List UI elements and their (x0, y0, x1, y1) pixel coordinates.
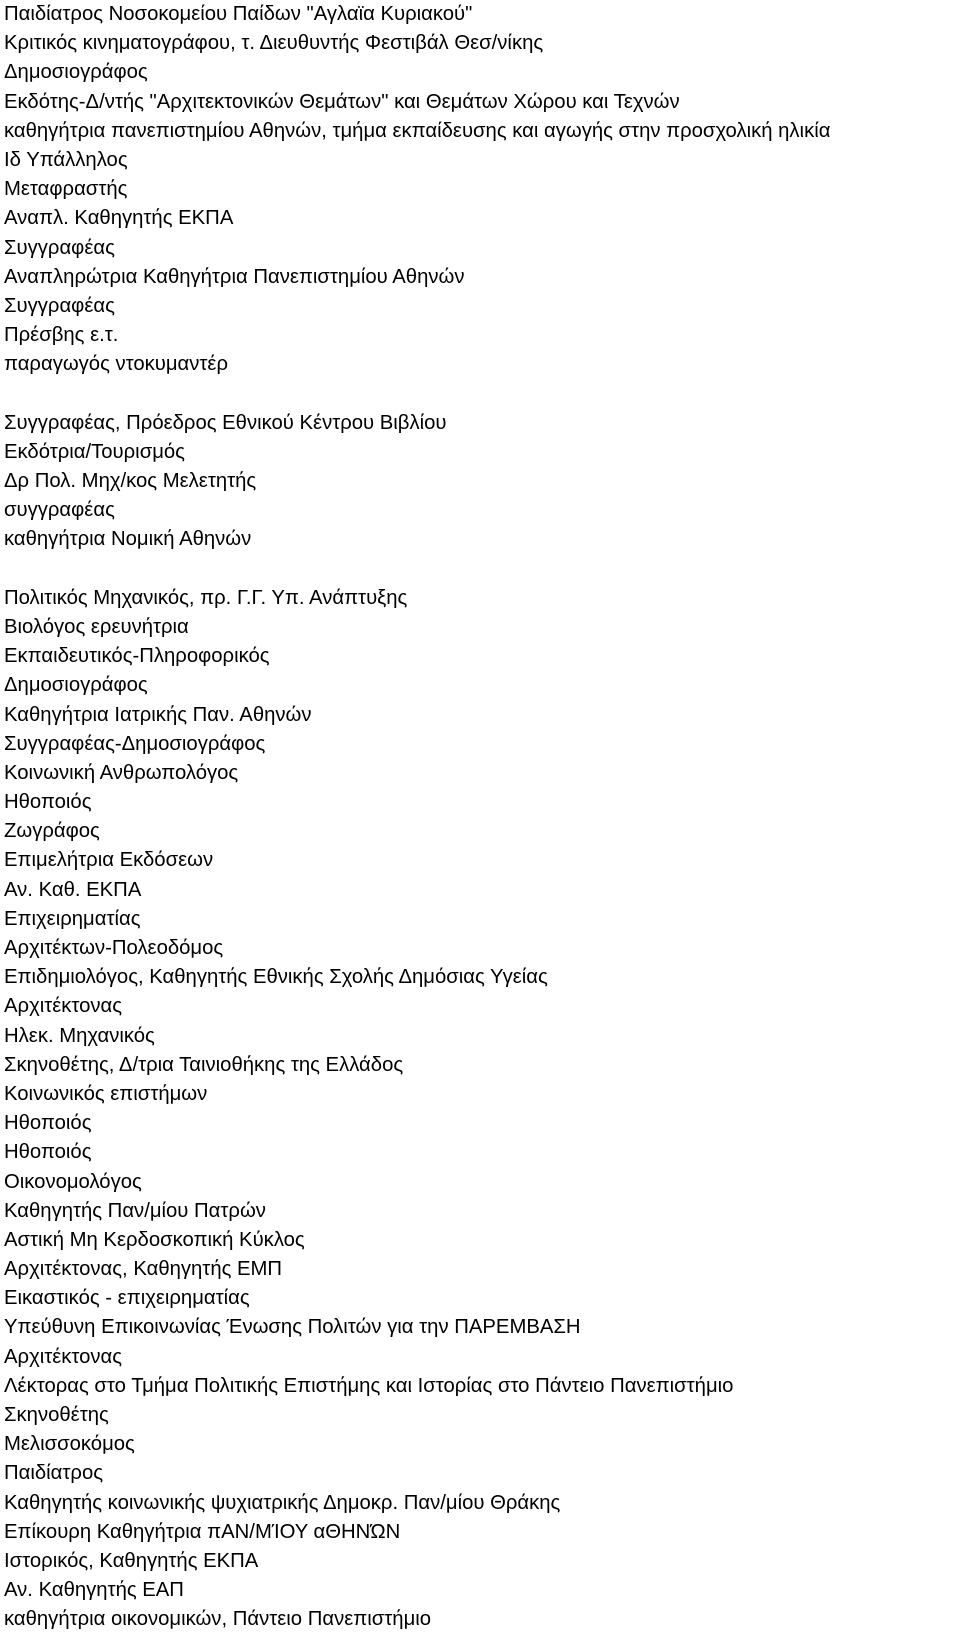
list-item: Εκδότης-Δ/ντής "Αρχιτεκτονικών Θεμάτων" και Θεμάτων Χώρου και Τεχνών (4, 90, 680, 113)
list-item: Αρχιτέκτων-Πολεοδόμος (4, 937, 224, 959)
list-item: Βιολόγος ερευνήτρια (4, 615, 189, 638)
list-item: Αρχιτέκτονας, Καθηγητής ΕΜΠ (4, 1258, 283, 1281)
list-item: Ιστορικός, Καθηγητής ΕΚΠΑ (4, 1549, 259, 1572)
list-item: Παιδίατρος Νοσοκομείου Παίδων "Αγλαϊα Κυριακού" (4, 3, 473, 25)
list-item: Ηθοποιός (4, 1141, 92, 1164)
list-item: Κοινωνικός επιστήμων (4, 1082, 208, 1105)
list-item: Αρχιτέκτονας (4, 995, 123, 1018)
list-item: Καθηγήτρια Ιατρικής Παν. Αθηνών (4, 703, 312, 726)
list-item: Αστική Μη Κερδοσκοπική Κύκλος (4, 1228, 305, 1251)
list-item: Συγγραφέας-Δημοσιογράφος (4, 732, 266, 755)
list-item: Κοινωνική Ανθρωπολόγος (4, 761, 239, 784)
list-item: Δημοσιογράφος (4, 61, 148, 84)
list-item: Ιδ Υπάλληλος (4, 148, 128, 171)
list-item: συγγραφέας (4, 499, 115, 522)
list-item: Επιχειρηματίας (4, 907, 141, 930)
list-item: Κριτικός κινηματογράφου, τ. Διευθυντής Φεστιβάλ Θεσ/νίκης (4, 32, 544, 55)
list-item: Καθηγητής Παν/μίου Πατρών (4, 1199, 266, 1222)
list-item: Μεταφραστής (4, 178, 128, 201)
list-item: Συγγραφέας, Πρόεδρος Εθνικού Κέντρου Βιβλίου (4, 411, 447, 434)
list-item: Αναπληρώτρια Καθηγήτρια Πανεπιστημίου Αθηνών (4, 265, 465, 288)
list-item: Δημοσιογράφος (4, 674, 148, 697)
profession-list (4, 0, 954, 1635)
list-item (4, 379, 954, 408)
list-item: Ζωγράφος (4, 820, 100, 843)
list-item: καθηγήτρια Νομική Αθηνών (4, 528, 252, 551)
list-item: Πρέσβης ε.τ. (4, 324, 119, 347)
list-item: Αναπλ. Καθηγητής ΕΚΠΑ (4, 207, 234, 230)
list-item: Αρχιτέκτονας (4, 1345, 123, 1368)
list-item: καθηγήτρια πανεπιστημίου Αθηνών, τμήμα εκπαίδευσης και αγωγής στην προσχολική ηλικία (4, 119, 831, 142)
list-item: Επιμελήτρια Εκδόσεων (4, 849, 214, 872)
list-item: Συγγραφέας (4, 236, 115, 259)
list-item: Ηλεκ. Μηχανικός (4, 1024, 155, 1047)
list-item: Καθηγητής κοινωνικής ψυχιατρικής Δημοκρ. Παν/μίου Θράκης (4, 1491, 561, 1514)
list-item: Αν. Καθηγητής ΕΑΠ (4, 1579, 184, 1602)
list-item: Οικονομολόγος (4, 1170, 142, 1193)
list-item: Συγγραφέας (4, 294, 115, 317)
list-item: Επίκουρη Καθηγήτρια πΑΝ/ΜΊΟΥ αΘΗΝΏΝ (4, 1520, 401, 1543)
list-item: Μελισσοκόμος (4, 1433, 135, 1456)
list-item: Ηθοποιός (4, 1112, 92, 1135)
list-item: Υπεύθυνη Επικοινωνίας Ένωσης Πολιτών για την ΠΑΡΕΜΒΑΣΗ (4, 1316, 581, 1339)
list-item: Λέκτορας στο Τμήμα Πολιτικής Επιστήμης και Ιστορίας στο Πάντειο Πανεπιστήμιο (4, 1374, 734, 1397)
list-item: Παιδίατρος (4, 1462, 103, 1485)
list-item: παραγωγός ντοκυμαντέρ (4, 353, 229, 376)
list-item: Δρ Πολ. Μηχ/κος Μελετητής (4, 470, 257, 492)
list-item: Επιδημιολόγος, Καθηγητής Εθνικής Σχολής Δημόσιας Υγείας (4, 966, 548, 989)
list-item: Σκηνοθέτης (4, 1404, 109, 1426)
list-item: Ηθοποιός (4, 791, 92, 814)
list-item: Σκηνοθέτης, Δ/τρια Ταινιοθήκης της Ελλάδος (4, 1053, 404, 1076)
list-item (4, 555, 954, 584)
list-item: Εικαστικός - επιχειρηματίας (4, 1287, 250, 1310)
list-item: Πολιτικός Μηχανικός, πρ. Γ.Γ. Υπ. Ανάπτυξης (4, 586, 408, 609)
list-item: Αν. Καθ. ΕΚΠΑ (4, 878, 142, 901)
list-item: καθηγήτρια οικονομικών, Πάντειο Πανεπιστήμιο (4, 1608, 432, 1631)
list-item: Εκδότρια/Τουρισμός (4, 440, 185, 463)
list-item: Εκπαιδευτικός-Πληροφορικός (4, 645, 270, 668)
